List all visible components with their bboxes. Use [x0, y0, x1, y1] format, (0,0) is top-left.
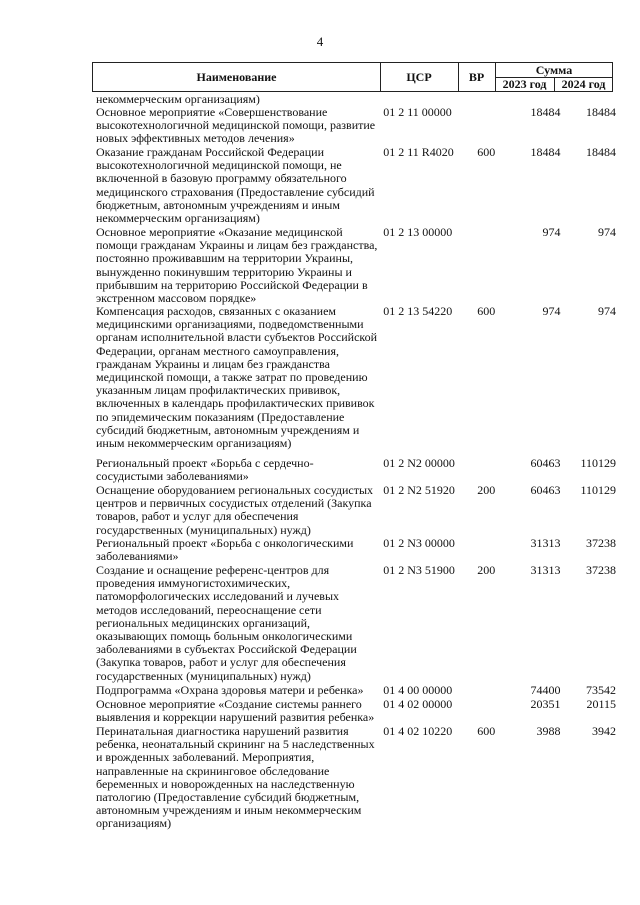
row-sum-2024: 37238: [586, 536, 616, 550]
row-csr: 01 2 N2 51920: [383, 483, 455, 497]
row-csr: 01 4 02 00000: [383, 697, 453, 711]
row-vr: 600: [477, 304, 496, 318]
row-name: некоммерческим организациям): [96, 92, 260, 106]
row-sum-2023: 60463: [530, 483, 561, 497]
row-sum-2024: 110129: [580, 456, 616, 470]
row-name: Перинатальная диагностика нарушений развития ребенка, неонатальный скрининг на 5 наследственных и врожденных заболеваний. Мероприятия, направленные на скрининговое обследование беременных и новорожденных на наследственную патологию (Предоставление субсидий бюджетным, автономным учреждениям и иным некоммерческим организациям): [96, 724, 375, 831]
row-sum-2023: 31313: [530, 536, 561, 550]
row-sum-2023: 20351: [530, 697, 561, 711]
table-row: [96, 537, 616, 564]
row-csr: 01 4 00 00000: [383, 683, 453, 697]
row-csr: 01 4 02 10220: [383, 724, 453, 738]
row-name: Основное мероприятие «Совершенствование высокотехнологичной медицинской помощи, развитие новых эффективных методов лечения»: [96, 105, 376, 146]
row-name: Основное мероприятие «Создание системы раннего выявления и коррекции нарушений развития ребенка»: [96, 697, 375, 725]
row-sum-2024: 110129: [580, 483, 616, 497]
row-sum-2023: 18484: [530, 105, 561, 119]
header-2024: 2024 год: [561, 76, 606, 91]
row-sum-2023: 31313: [530, 563, 561, 577]
row-sum-2023: 3988: [536, 724, 561, 738]
row-name: Создание и оснащение референс-центров для проведения иммуногистохимических, патоморфологических исследований и лучевых методов исследований, переоснащение сети региональных медицинских организаций, оказывающих помощь больным онкологическими заболеваниями в субъектах Российской Федерации (Закупка товаров, работ и услуг для обеспечения государственных (муниципальных) нужд): [96, 563, 357, 683]
table-row: [96, 684, 616, 698]
row-csr: 01 2 N2 00000: [383, 456, 455, 470]
row-name: Региональный проект «Борьба с сердечно-сосудистыми заболеваниями»: [96, 456, 314, 484]
row-sum-2023: 974: [542, 225, 561, 239]
page-number: 4: [316, 34, 324, 49]
row-name: Компенсация расходов, связанных с оказанием медицинскими организациями, подведомственными органам исполнительной власти субъектов Российской Федерации, органам местного самоуправления, гражданам Украины и лицам без гражданства медицинской помощи, а также затрат по проведению указанным лицам профилактических прививок, включенных в календарь профилактических прививок по эпидемическим показаниям (Предоставление субсидий бюджетным, автономным учреждениям и иным некоммерческим организациям): [96, 304, 378, 451]
table-row: [96, 106, 616, 146]
row-csr: 01 2 N3 51900: [383, 563, 455, 577]
table-row: [96, 484, 616, 537]
table-row: [96, 226, 616, 305]
row-sum-2024: 20115: [586, 697, 616, 711]
row-name: Оказание гражданам Российской Федерации высокотехнологичной медицинской помощи, не включенной в базовую программу обязательного медицинского страхования (Предоставление субсидий бюджетным, автономным учреждениям и иным некоммерческим организациям): [96, 145, 375, 226]
row-csr: 01 2 13 54220: [383, 304, 453, 318]
row-sum-2023: 18484: [530, 145, 561, 159]
header-csr: ЦСР: [406, 69, 432, 84]
table-row: [96, 698, 616, 725]
row-sum-2024: 3942: [592, 724, 616, 738]
table-row: [96, 564, 616, 684]
table-row: [96, 725, 616, 835]
row-name: Основное мероприятие «Оказание медицинской помощи гражданам Украины и лицам без гражданства, постоянно проживавшим на территории Украины, вынужденно покинувшим территорию Украины и прибывшим на территорию Российской Федерации в экстренном массовом порядке»: [96, 225, 378, 306]
header-2023: 2023 год: [502, 76, 547, 91]
row-sum-2024: 974: [598, 304, 616, 318]
row-sum-2024: 18484: [586, 145, 616, 159]
row-csr: 01 2 11 R4020: [383, 145, 454, 159]
row-sum-2024: 37238: [586, 563, 616, 577]
row-name: Подпрограмма «Охрана здоровья матери и ребенка»: [96, 683, 364, 697]
row-name: Региональный проект «Борьба с онкологическими заболеваниями»: [96, 536, 354, 564]
row-sum-2023: 74400: [530, 683, 561, 697]
row-csr: 01 2 13 00000: [383, 225, 453, 239]
row-sum-2023: 60463: [530, 456, 561, 470]
row-csr: 01 2 N3 00000: [383, 536, 455, 550]
row-name: Оснащение оборудованием региональных сосудистых центров и первичных сосудистых отделений (Закупка товаров, работ и услуг для обеспечения государственных (муниципальных) нужд): [96, 483, 374, 537]
table-row: [96, 146, 616, 226]
row-vr: 200: [477, 483, 496, 497]
row-sum-2023: 974: [542, 304, 561, 318]
row-sum-2024: 974: [598, 225, 616, 239]
row-csr: 01 2 11 00000: [383, 105, 452, 119]
row-sum-2024: 73542: [586, 683, 616, 697]
header-sum: Сумма: [535, 62, 573, 77]
table-row: [96, 305, 616, 457]
table-row: [96, 457, 616, 484]
row-vr: 600: [477, 724, 496, 738]
row-vr: 600: [477, 145, 496, 159]
header-vr: ВР: [468, 69, 485, 84]
header-name: Наименование: [196, 69, 277, 84]
row-vr: 200: [477, 563, 496, 577]
table-body: [96, 93, 616, 835]
table-header: [92, 62, 613, 92]
row-sum-2024: 18484: [586, 105, 616, 119]
